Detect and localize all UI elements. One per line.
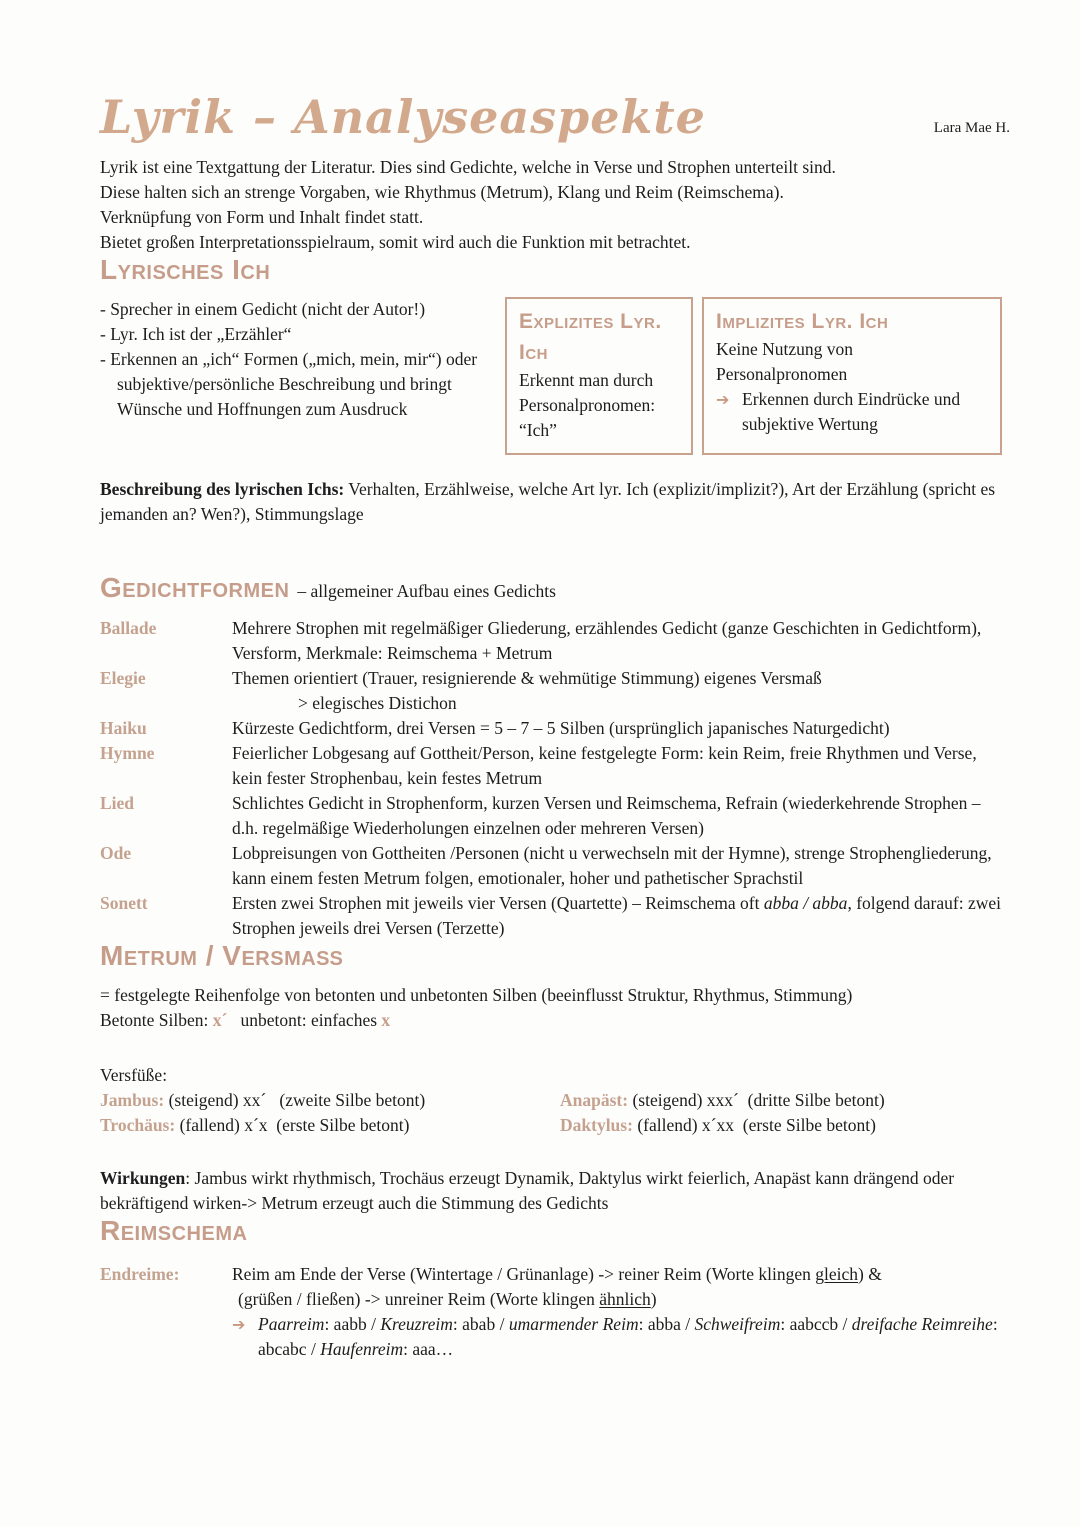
box-text: Keine Nutzung von Personalpronomen bbox=[716, 339, 854, 385]
wirkungen-lead: Wirkungen bbox=[100, 1168, 186, 1189]
gedichtformen-list bbox=[100, 616, 1010, 941]
lyrisches-ich-bullet-list bbox=[100, 297, 492, 455]
bullet-item: - Erkennen an „ich“ Formen („mich, mein, mir“) oder subjektive/persönliche Beschreibung und bringt Wünsche und Hoffnungen zum Ausdruck bbox=[100, 349, 478, 420]
wirkungen-text: : Jambus wirkt rhythmisch, Trochäus erzeugt Dynamik, Daktylus wirkt feierlich, Anapäst kann drängend oder bekräftigend wirken-> Metrum erzeugt auch die Stimmung des Gedichts bbox=[100, 1168, 955, 1214]
stressed-syllable-symbol: x´ bbox=[212, 1010, 228, 1031]
endreime-text: ) bbox=[650, 1289, 657, 1310]
foot-text: (fallend) x´xx (erste Silbe betont) bbox=[632, 1115, 876, 1136]
versfuesse-label: Versfüße: bbox=[100, 1065, 168, 1086]
section-subtitle: – allgemeiner Aufbau eines Gedichts bbox=[297, 581, 556, 602]
intro-line: Verknüpfung von Form und Inhalt findet statt. bbox=[100, 207, 424, 228]
silben-mid: unbetont: einfaches bbox=[227, 1010, 382, 1031]
metrum-definition bbox=[100, 983, 1010, 1033]
beschreibung-text: Verhalten, Erzählweise, welche Art lyr. Ich (explizit/implizit?), Art der Erzählung (spricht es jemanden an? Wen?), Stimmungslage bbox=[100, 479, 996, 525]
rhyme-types-text bbox=[258, 1312, 1010, 1362]
page-header bbox=[100, 90, 1010, 145]
metrum-line-silben bbox=[100, 1008, 1010, 1033]
rhyme-name: Haufenreim bbox=[320, 1339, 404, 1360]
term-description-subline: > elegisches Distichon bbox=[298, 693, 457, 714]
term-label: Elegie bbox=[100, 668, 146, 689]
foot-text: (fallend) x´x (erste Silbe betont) bbox=[175, 1115, 410, 1136]
rhyme-types-line bbox=[232, 1312, 1010, 1362]
page-title: Lyrik – Analyseaspekte bbox=[100, 90, 706, 144]
list-item-ode bbox=[100, 841, 1010, 891]
beschreibung-paragraph bbox=[100, 477, 1010, 527]
term-label: Ode bbox=[100, 843, 132, 864]
rhyme-pattern: : aabb / bbox=[324, 1314, 381, 1335]
term-description bbox=[232, 666, 1010, 716]
beschreibung-lead: Beschreibung des lyrischen Ichs: bbox=[100, 479, 345, 500]
list-item-haiku bbox=[100, 716, 1010, 741]
list-item-ballade bbox=[100, 616, 1010, 666]
lyrisches-ich-boxes bbox=[505, 297, 1002, 455]
versfuesse-grid bbox=[100, 1088, 1010, 1138]
rhyme-name: Kreuzreim bbox=[380, 1314, 453, 1335]
term-description: Kürzeste Gedichtform, drei Versen = 5 – 7 – 5 Silben (ursprünglich japanisches Naturgedicht) bbox=[232, 718, 890, 739]
foot-daktylus bbox=[560, 1113, 1010, 1138]
unstressed-syllable-symbol: x bbox=[381, 1010, 391, 1031]
rhyme-name: Paarreim bbox=[258, 1314, 325, 1335]
rhyme-pattern: : aaa… bbox=[403, 1339, 454, 1360]
bullet-item: - Lyr. Ich ist der „Erzähler“ bbox=[100, 324, 292, 345]
term-description: Lobpreisungen von Gottheiten /Personen (nicht u verwechseln mit der Hymne), strenge Strophengliederung, kann einem festen Metrum folgen, emotionaler, hoher und pathetischer Sprachstil bbox=[232, 843, 992, 889]
endreime-line2 bbox=[232, 1287, 1010, 1312]
term-description: Mehrere Strophen mit regelmäßiger Gliederung, erzählendes Gedicht (ganze Geschichten in Gedichtform), Versform, Merkmale: Reimschema + Metrum bbox=[232, 618, 982, 664]
endreime-description bbox=[232, 1262, 1010, 1362]
foot-anapaest bbox=[560, 1088, 1010, 1113]
foot-term: Trochäus: bbox=[100, 1115, 176, 1136]
term-label: Endreime: bbox=[100, 1264, 180, 1285]
intro-line: Bietet großen Interpretationsspielraum, somit wird auch die Funktion mit betrachtet. bbox=[100, 232, 691, 253]
section-heading-lyrisches-ich: Lyrisches Ich bbox=[100, 254, 271, 286]
author-name: Lara Mae H. bbox=[933, 120, 1010, 136]
intro-paragraph bbox=[100, 155, 1010, 255]
foot-term: Daktylus: bbox=[560, 1115, 633, 1136]
section-heading-reimschema: Reimschema bbox=[100, 1215, 248, 1247]
bullet-item: - Sprecher in einem Gedicht (nicht der Autor!) bbox=[100, 299, 426, 320]
term-description-text: Themen orientiert (Trauer, resignierende & wehmütige Stimmung) eigenes Versmaß bbox=[232, 668, 822, 689]
lyrisches-ich-columns bbox=[100, 297, 1010, 455]
intro-line: Diese halten sich an strenge Vorgaben, wie Rhythmus (Metrum), Klang und Reim (Reimschema). bbox=[100, 182, 784, 203]
term-description: Schlichtes Gedicht in Strophenform, kurzen Versen und Reimschema, Refrain (wiederkehrende Strophen – d.h. regelmäßige Wiederholungen einzelnen oder mehreren Versen) bbox=[232, 793, 981, 839]
rhyme-name: umarmender Reim bbox=[508, 1314, 639, 1335]
term-label: Lied bbox=[100, 793, 135, 814]
box-heading: Explizites Lyr. Ich bbox=[519, 310, 662, 365]
endreime-text: (grüßen / fließen) -> unreiner Reim (Worte klingen bbox=[238, 1289, 600, 1310]
rhyme-name: Schweifreim bbox=[694, 1314, 781, 1335]
list-item-lied bbox=[100, 791, 1010, 841]
term-label: Ballade bbox=[100, 618, 157, 639]
list-item-elegie bbox=[100, 666, 1010, 716]
section-heading-gedichtformen-row bbox=[100, 573, 1010, 604]
list-item-sonett bbox=[100, 891, 1010, 941]
section-heading-gedichtformen: Gedichtformen bbox=[100, 572, 290, 604]
rhyme-name: dreifache Reimreihe bbox=[851, 1314, 993, 1335]
box-text: Erkennt man durch Personalpronomen: “Ich” bbox=[519, 370, 656, 441]
term-description-text: Ersten zwei Strophen mit jeweils vier Versen (Quartette) – Reimschema oft bbox=[232, 893, 764, 914]
term-description-italic: abba / abba bbox=[763, 893, 848, 914]
term-description-text: , folgend darauf: zwei Strophen jeweils drei Versen (Terzette) bbox=[232, 893, 1001, 939]
foot-term: Jambus: bbox=[100, 1090, 165, 1111]
silben-label: Betonte Silben: bbox=[100, 1010, 213, 1031]
box-heading: Implizites Lyr. Ich bbox=[716, 310, 889, 334]
endreime-text: Reim am Ende der Verse (Wintertage / Grünanlage) -> reiner Reim (Worte klingen bbox=[232, 1264, 816, 1285]
foot-text: (steigend) xx´ (zweite Silbe betont) bbox=[164, 1090, 426, 1111]
endreime-underlined: gleich bbox=[815, 1264, 859, 1285]
endreime-line1 bbox=[232, 1262, 1010, 1287]
rhyme-pattern: : abba / bbox=[638, 1314, 695, 1335]
endreime-text: ) & bbox=[858, 1264, 882, 1285]
versfuesse-block bbox=[100, 1063, 1010, 1138]
arrow-right-icon: ➔ bbox=[232, 1315, 246, 1335]
term-label: Haiku bbox=[100, 718, 147, 739]
intro-line: Lyrik ist eine Textgattung der Literatur. Dies sind Gedichte, welche in Verse und Strophen unterteilt sind. bbox=[100, 157, 836, 178]
foot-text: (steigend) xxx´ (dritte Silbe betont) bbox=[628, 1090, 885, 1111]
term-description: Feierlicher Lobgesang auf Gottheit/Person, keine festgelegte Form: kein Reim, freie Rhythmen und Verse, kein fester Strophenbau, kein festes Metrum bbox=[232, 743, 977, 789]
section-heading-metrum: Metrum / Versmaß bbox=[100, 940, 344, 972]
box-arrow-text: Erkennen durch Eindrücke und subjektive Wertung bbox=[742, 389, 961, 435]
list-item-hymne bbox=[100, 741, 1010, 791]
rhyme-pattern: : aabccb / bbox=[780, 1314, 852, 1335]
term-label: Sonett bbox=[100, 893, 148, 914]
foot-jambus bbox=[100, 1088, 560, 1113]
term-description bbox=[232, 891, 1010, 941]
foot-trochaeus bbox=[100, 1113, 560, 1138]
box-explizites-lyr-ich bbox=[505, 297, 693, 455]
endreime-block bbox=[100, 1262, 1010, 1362]
endreime-underlined: ähnlich bbox=[599, 1289, 651, 1310]
wirkungen-paragraph bbox=[100, 1166, 1005, 1216]
metrum-line: = festgelegte Reihenfolge von betonten und unbetonten Silben (beeinflusst Struktur, Rhythmus, Stimmung) bbox=[100, 985, 853, 1006]
box-implizites-lyr-ich bbox=[702, 297, 1002, 455]
term-label: Hymne bbox=[100, 743, 155, 764]
rhyme-pattern: : abab / bbox=[452, 1314, 509, 1335]
foot-term: Anapäst: bbox=[560, 1090, 629, 1111]
box-arrow-line bbox=[716, 387, 988, 437]
rhyme-pattern: : abcabc / bbox=[258, 1314, 998, 1360]
arrow-right-icon: ➔ bbox=[716, 390, 730, 410]
